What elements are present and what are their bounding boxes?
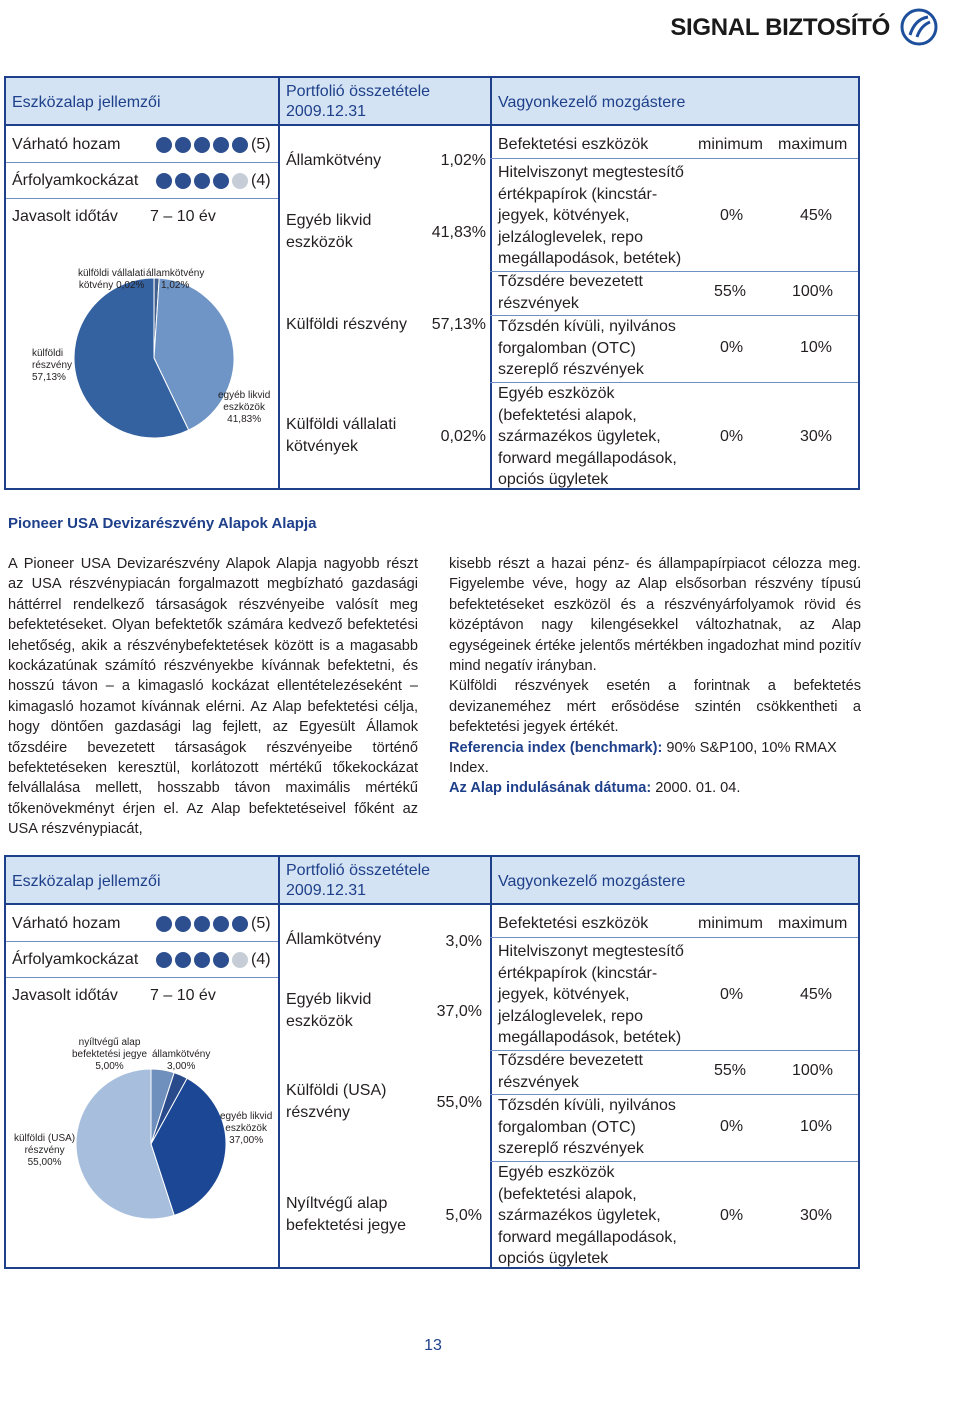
horizon-label: Javasolt időtáv bbox=[12, 987, 118, 1004]
portfolio-value: 57,13% bbox=[431, 316, 486, 333]
brand-logo-icon bbox=[900, 8, 938, 46]
fund-title: Pioneer USA Devizarészvény Alapok Alapja bbox=[8, 515, 317, 532]
limit-asset: Tőzsdére bevezetett részvények bbox=[498, 273, 643, 312]
pie-label-foreign-usa-equity: külföldi (USA) részvény 55,00% bbox=[14, 1133, 76, 1168]
risk-score: (4) bbox=[251, 172, 271, 189]
rating-dot-icon bbox=[213, 952, 229, 968]
page-number: 13 bbox=[424, 1337, 442, 1354]
risk-label: Árfolyamkockázat bbox=[12, 951, 139, 968]
limits-head-min: minimum bbox=[698, 136, 763, 153]
limit-min: 0% bbox=[720, 339, 744, 356]
rating-dot-icon bbox=[213, 137, 229, 153]
col2-title-line1: Portfolió összetétele bbox=[286, 862, 431, 879]
col2-title-line1: Portfolió összetétele bbox=[286, 83, 431, 100]
limit-max: 30% bbox=[800, 428, 833, 445]
col3-title: Vagyonkezelő mozgástere bbox=[498, 94, 686, 111]
rating-dot-icon bbox=[156, 137, 172, 153]
rating-dot-icon bbox=[156, 916, 172, 932]
brand-name: SIGNAL BIZTOSÍTÓ bbox=[670, 14, 890, 41]
col1-title: Eszközalap jellemzői bbox=[12, 873, 161, 890]
limit-asset: Egyéb eszközök (befektetési alapok, származékos ügyletek, forward megállapodások, opciós ügyletek bbox=[498, 385, 677, 488]
benchmark-label: Referencia index (benchmark): bbox=[449, 739, 663, 756]
limits-head-min: minimum bbox=[698, 915, 763, 932]
risk-rating bbox=[156, 173, 248, 189]
start-date-value: 2000. 01. 04. bbox=[655, 780, 741, 797]
expected-return-rating bbox=[156, 916, 248, 932]
limit-asset: Hitelviszonyt megtestesítő értékpapírok (kincstár- jegyek, kötvények, jelzáloglevelek, repo megállapodások, betétek) bbox=[498, 164, 684, 267]
limit-asset: Tőzsdére bevezetett részvények bbox=[498, 1052, 643, 1091]
col3-title: Vagyonkezelő mozgástere bbox=[498, 873, 686, 890]
rating-dot-icon bbox=[213, 173, 229, 189]
horizon-label: Javasolt időtáv bbox=[12, 208, 118, 225]
rating-dot-icon bbox=[232, 137, 248, 153]
expected-return-score: (5) bbox=[251, 136, 271, 153]
start-date-label: Az Alap indulásának dátuma: bbox=[449, 780, 652, 797]
limit-max: 45% bbox=[800, 207, 833, 224]
portfolio-item: Államkötvény bbox=[286, 152, 382, 169]
pie-label-foreign-corp-bond: külföldi vállalati kötvény 0,02% bbox=[78, 268, 146, 291]
expected-return-label: Várható hozam bbox=[12, 915, 121, 932]
limit-min: 0% bbox=[720, 986, 744, 1003]
limit-asset: Tőzsdén kívüli, nyilvános forgalomban (OTC) szereplő részvények bbox=[498, 318, 676, 378]
fund-panel-2 bbox=[4, 855, 860, 1269]
limit-max: 45% bbox=[800, 986, 833, 1003]
rating-dot-icon bbox=[175, 916, 191, 932]
fund-description-right: kisebb részt a hazai pénz- és állampapírpiacot célozza meg. Figyelembe véve, hogy az Alap elsősorban részvény típusú befektetéseket eszközöl és a részvényárfolyamok rövid és középtávon nagy kilengésekkel változhatnak, az Alap egységeinek értéke jelentős mértékben ingadozhat mind pozitív mind negatív irányban. Külföldi részvények esetén a forintnak a befektetés devizaneméhez mért erősödése szintén csökkentheti a befektetési jegyek értékét. Referencia index (benchmark): 90% S&P100, 10% RMAX Index. Az Alap indulásának dátuma: 2000. 01. 04. bbox=[449, 556, 861, 797]
portfolio-item: Egyéb likvid eszközök bbox=[286, 212, 372, 251]
risk-label: Árfolyamkockázat bbox=[12, 172, 139, 189]
limit-max: 10% bbox=[800, 339, 833, 356]
rating-dot-icon bbox=[194, 952, 210, 968]
portfolio-item: Külföldi (USA) részvény bbox=[286, 1082, 387, 1121]
limit-asset: Hitelviszonyt megtestesítő értékpapírok (kincstár- jegyek, kötvények, jelzáloglevelek, repo megállapodások, betétek) bbox=[498, 943, 684, 1046]
portfolio-value: 0,02% bbox=[440, 428, 486, 445]
limits-head-asset: Befektetési eszközök bbox=[498, 915, 649, 932]
benchmark-value: 90% S&P100, 10% RMAX Index. bbox=[449, 739, 837, 777]
limit-asset: Tőzsdén kívüli, nyilvános forgalomban (OTC) szereplő részvények bbox=[498, 1097, 676, 1157]
portfolio-item: Államkötvény bbox=[286, 931, 382, 948]
rating-dot-icon bbox=[232, 916, 248, 932]
portfolio-item: Külföldi részvény bbox=[286, 316, 407, 333]
portfolio-value: 1,02% bbox=[440, 152, 486, 169]
portfolio-pie-chart bbox=[76, 1069, 226, 1219]
portfolio-item: Egyéb likvid eszközök bbox=[286, 991, 372, 1030]
portfolio-item: Külföldi vállalati kötvények bbox=[286, 416, 397, 455]
limit-min: 0% bbox=[720, 1207, 744, 1224]
risk-score: (4) bbox=[251, 951, 271, 968]
limits-head-asset: Befektetési eszközök bbox=[498, 136, 649, 153]
rating-dot-icon bbox=[232, 952, 248, 968]
limit-min: 0% bbox=[720, 428, 744, 445]
rating-dot-icon bbox=[194, 173, 210, 189]
portfolio-pie-chart bbox=[74, 278, 234, 438]
pie-label-open-end-fund: nyíltvégű alap befektetési jegye 5,00% bbox=[72, 1037, 148, 1072]
portfolio-item: Nyíltvégű alap befektetési jegye bbox=[286, 1195, 407, 1234]
pie-label-gov-bond: államkötvény 1,02% bbox=[146, 268, 205, 291]
limit-min: 55% bbox=[714, 1062, 747, 1079]
limit-min: 55% bbox=[714, 283, 747, 300]
limit-asset: Egyéb eszközök (befektetési alapok, származékos ügyletek, forward megállapodások, opciós ügyletek bbox=[498, 1164, 677, 1267]
pie-label-foreign-equity: külföldi részvény 57,13% bbox=[32, 348, 73, 383]
rating-dot-icon bbox=[175, 137, 191, 153]
expected-return-score: (5) bbox=[251, 915, 271, 932]
fund-panel-1 bbox=[4, 76, 860, 490]
risk-rating bbox=[156, 952, 248, 968]
portfolio-value: 41,83% bbox=[431, 224, 486, 241]
rating-dot-icon bbox=[194, 137, 210, 153]
portfolio-value: 55,0% bbox=[436, 1094, 482, 1111]
portfolio-value: 5,0% bbox=[445, 1207, 482, 1224]
expected-return-rating bbox=[156, 137, 248, 153]
pie-label-gov-bond: államkötvény 3,00% bbox=[152, 1049, 211, 1072]
col2-title-line2: 2009.12.31 bbox=[286, 103, 367, 120]
limit-max: 10% bbox=[800, 1118, 833, 1135]
limits-head-max: maximum bbox=[778, 915, 848, 932]
col2-title-line2: 2009.12.31 bbox=[286, 882, 367, 899]
limit-max: 100% bbox=[792, 1062, 833, 1079]
expected-return-label: Várható hozam bbox=[12, 136, 121, 153]
fund-description-left: A Pioneer USA Devizarészvény Alapok Alapja nagyobb részt az USA részvénypiacán forgalmazott megbízható gazdasági háttérrel rendelkező társaságok részvényeibe valósít meg befektetéseket. Olyan befektetők számára kedvező befektetési lehetőség, akik a részvénybefektetések között is a magasabb kockázatúnak számító részvényekbe kívánnak befektetni, és hosszú távon – a kimagasló kockázat ellentételezéseként – kimagasló hozamot kívánnak elérni. Az Alap befektetési célja, hogy döntően gazdasági lag fejlett, az Egyesült Államok tőzsdéire bevezetett társaságok részvényeibe történő befektetéseken keresztül, korlátozott mértékű tőkekockázat felvállalása mellett, hosszabb távon maximális mértékű tőkenövekményt érjen el. Az Alap befektetéseivel főként az USA részvénypiacát, bbox=[8, 556, 418, 838]
rating-dot-icon bbox=[194, 916, 210, 932]
col1-title: Eszközalap jellemzői bbox=[12, 94, 161, 111]
horizon-value: 7 – 10 év bbox=[150, 208, 216, 225]
rating-dot-icon bbox=[156, 173, 172, 189]
horizon-value: 7 – 10 év bbox=[150, 987, 216, 1004]
limit-max: 30% bbox=[800, 1207, 833, 1224]
rating-dot-icon bbox=[175, 173, 191, 189]
pie-label-other-liquid: egyéb likvid eszközök 37,00% bbox=[220, 1111, 273, 1146]
rating-dot-icon bbox=[232, 173, 248, 189]
rating-dot-icon bbox=[213, 916, 229, 932]
limit-min: 0% bbox=[720, 207, 744, 224]
limit-min: 0% bbox=[720, 1118, 744, 1135]
rating-dot-icon bbox=[156, 952, 172, 968]
portfolio-value: 37,0% bbox=[436, 1003, 482, 1020]
limit-max: 100% bbox=[792, 283, 833, 300]
pie-label-other-liquid: egyéb likvid eszközök 41,83% bbox=[218, 390, 271, 425]
limits-head-max: maximum bbox=[778, 136, 848, 153]
portfolio-value: 3,0% bbox=[445, 933, 482, 950]
rating-dot-icon bbox=[175, 952, 191, 968]
